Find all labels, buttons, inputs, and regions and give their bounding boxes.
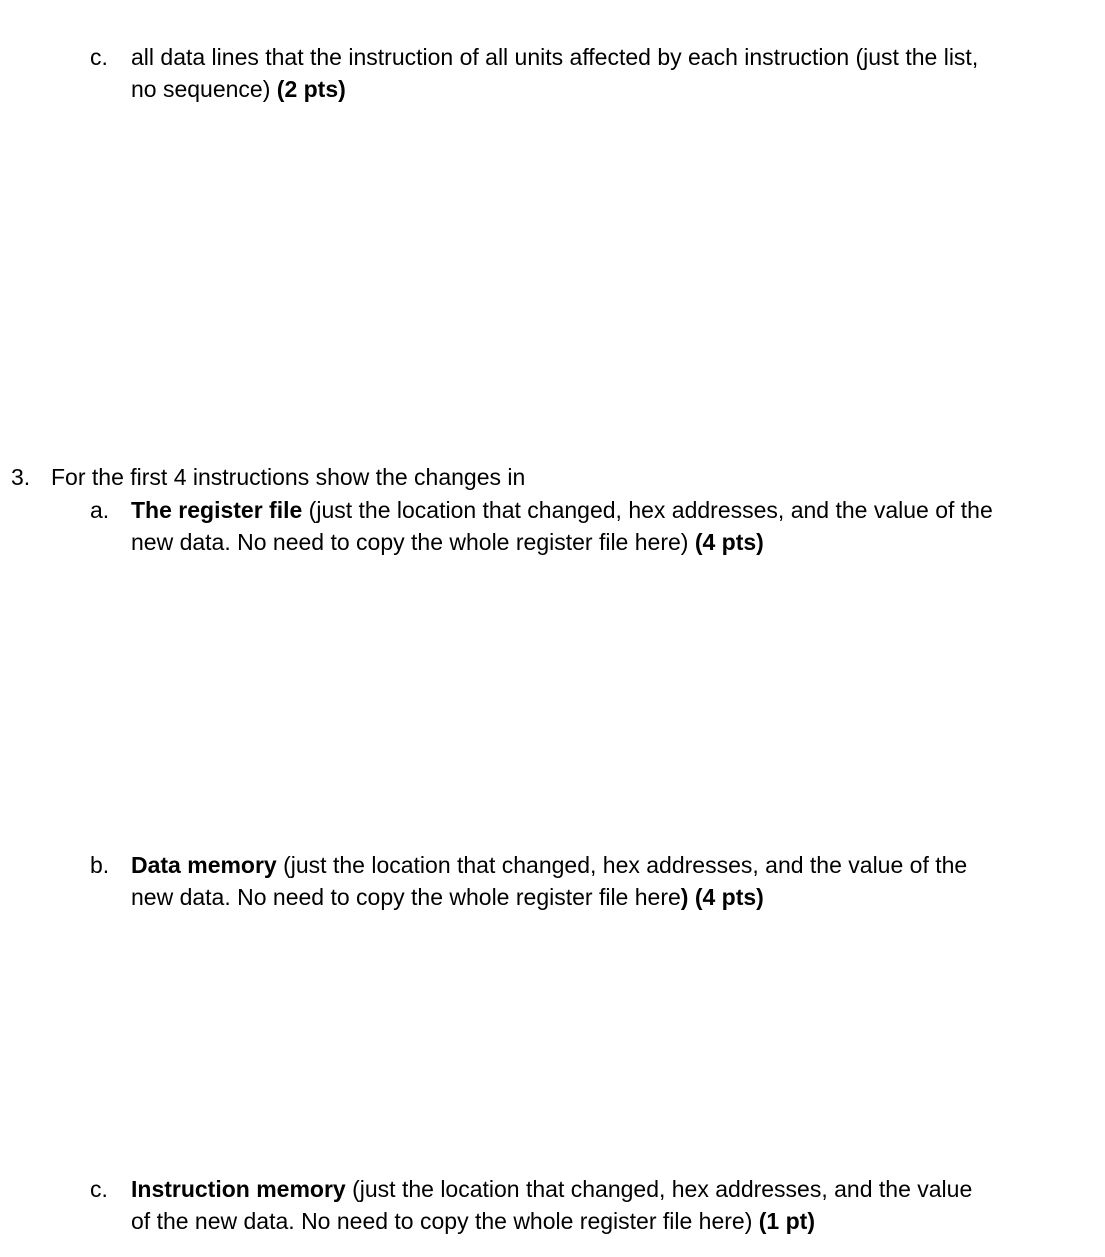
list-marker: b. [90, 852, 110, 878]
text-line [131, 526, 993, 558]
text-line [131, 1205, 972, 1237]
text-line [131, 1173, 972, 1205]
text-span: of the new data. No need to copy the whole register file here) [131, 1208, 759, 1234]
text-span: (just the location that changed, hex addresses, and the value [345, 1176, 973, 1202]
text-span: new data. No need to copy the whole register file here [131, 884, 681, 910]
text-span: new data. No need to copy the whole register file here) [131, 529, 695, 555]
question-number: 3. [11, 464, 31, 490]
list-marker: c. [90, 1176, 108, 1202]
list-item-text [131, 849, 967, 913]
list-marker: a. [90, 497, 110, 523]
list-item-text [131, 494, 993, 558]
question-intro: For the first 4 instructions show the changes in [51, 464, 526, 490]
item-heading: Instruction memory [131, 1176, 346, 1202]
points-label: (4 pts) [694, 529, 764, 555]
text-line [131, 73, 978, 105]
list-marker: c. [90, 44, 108, 70]
points-label: (2 pts) [276, 76, 346, 102]
points-label: (1 pt) [758, 1208, 815, 1234]
item-heading: The register file [131, 497, 303, 523]
list-item-text [131, 1173, 972, 1237]
text-line [131, 494, 993, 526]
text-span: (just the location that changed, hex addresses, and the value of the [302, 497, 993, 523]
text-span: (just the location that changed, hex addresses, and the value of the [276, 852, 968, 878]
item-heading: Data memory [131, 852, 277, 878]
text-line [131, 881, 967, 913]
text-line [131, 849, 967, 881]
text-span: no sequence) [131, 76, 277, 102]
text-line: all data lines that the instruction of all units affected by each instruction (just the list, [131, 44, 979, 70]
points-label: ) (4 pts) [680, 884, 764, 910]
list-item-text [131, 41, 978, 105]
